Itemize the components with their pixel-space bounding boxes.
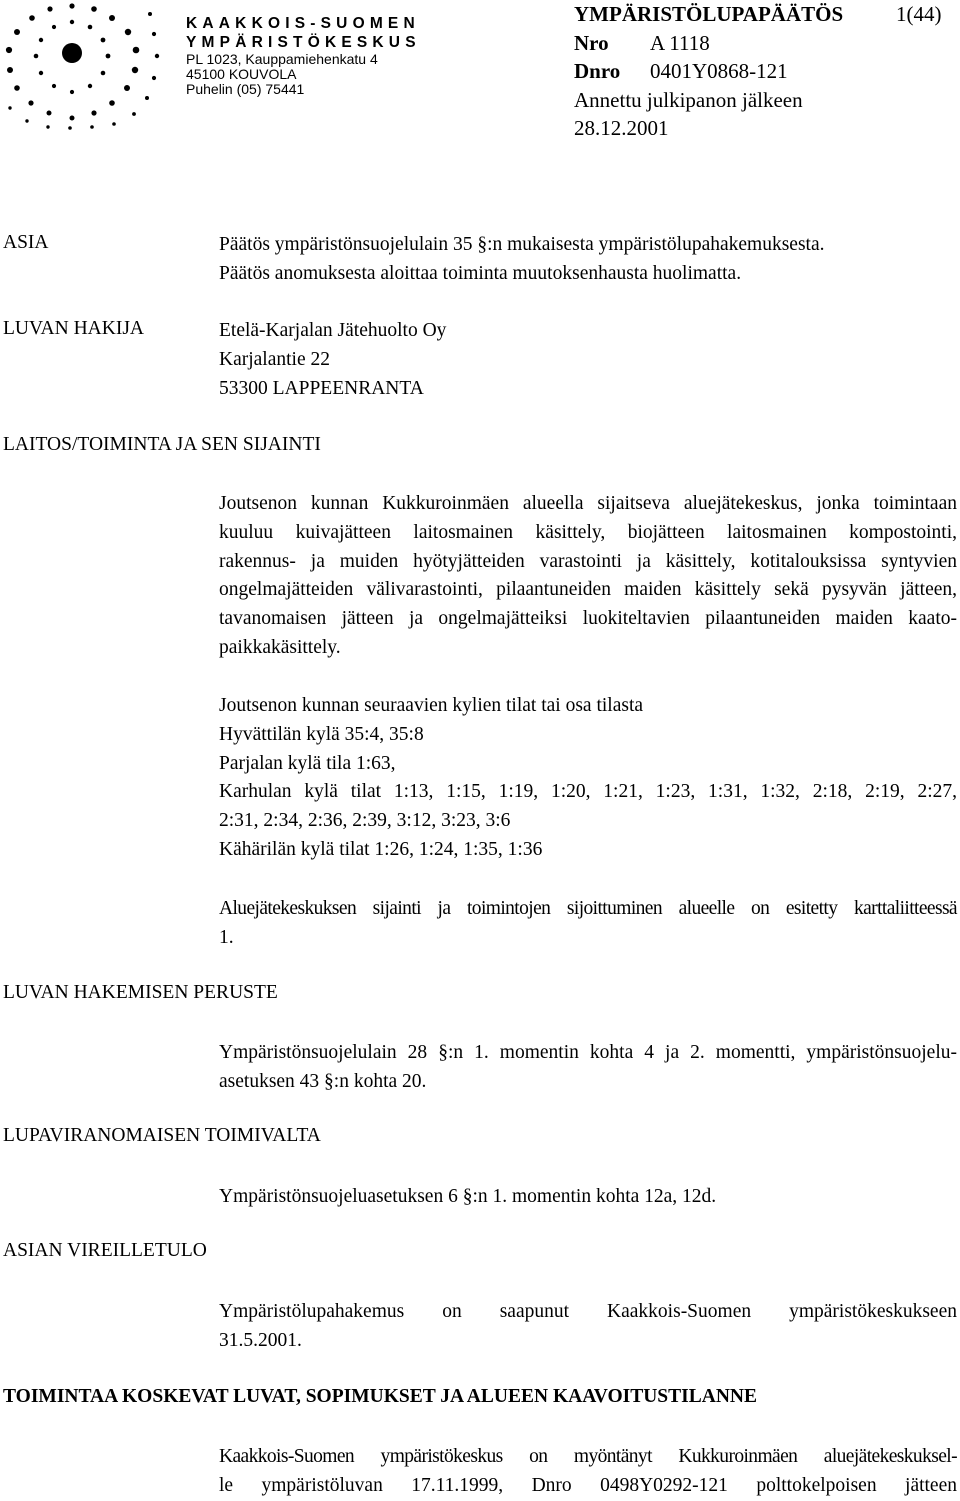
document-title: YMPÄRISTÖLUPAPÄÄTÖS bbox=[574, 2, 844, 26]
section-label-peruste: LUVAN HAKEMISEN PERUSTE bbox=[3, 982, 278, 1003]
text-line: Kaakkois-Suomen ympäristökeskus on myöntänyt Kukkuroinmäen aluejätekeskuksel- bbox=[219, 1446, 957, 1467]
text-line: 31.5.2001. bbox=[219, 1329, 302, 1351]
dnro-label: Dnro bbox=[574, 59, 621, 83]
text-line: tavanomaisen jätteen ja ongelmajätteiksi luokiteltavien pilaantuneiden maiden kaato- bbox=[219, 608, 957, 630]
text-line: Karjalantie 22 bbox=[219, 348, 330, 370]
section-text-laitos-para2 bbox=[219, 692, 957, 865]
section-label-toimivalta: LUPAVIRANOMAISEN TOIMIVALTA bbox=[3, 1125, 321, 1146]
section-label-laitos: LAITOS/TOIMINTA JA SEN SIJAINTI bbox=[3, 434, 321, 455]
section-text-luvat bbox=[219, 1443, 957, 1501]
section-text-hakija bbox=[219, 317, 957, 403]
section-text-toimivalta bbox=[219, 1183, 957, 1212]
organization-name-line-2: YMPÄRISTÖKESKUS bbox=[186, 34, 421, 51]
text-line: 1. bbox=[219, 926, 234, 948]
issued-date: 28.12.2001 bbox=[574, 116, 669, 140]
text-line: Joutsenon kunnan seuraavien kylien tilat tai osa tilasta bbox=[219, 695, 644, 716]
section-text-laitos-para3 bbox=[219, 895, 957, 953]
organization-address-line-1: PL 1023, Kauppamiehenkatu 4 bbox=[186, 51, 378, 67]
text-line: Etelä-Karjalan Jätehuolto Oy bbox=[219, 320, 447, 341]
text-line: Hyvättilän kylä 35:4, 35:8 bbox=[219, 723, 424, 745]
text-line: Kähärilän kylä tilat 1:26, 1:24, 1:35, 1:36 bbox=[219, 838, 543, 860]
nro-value: A 1118 bbox=[650, 30, 710, 55]
organization-name-line-1: KAAKKOIS-SUOMEN bbox=[186, 15, 420, 32]
text-line: Ympäristölupahakemus on saapunut Kaakkois-Suomen ympäristökeskukseen bbox=[219, 1301, 957, 1322]
text-line: paikkakäsittely. bbox=[219, 636, 341, 658]
section-text-laitos-para1 bbox=[219, 490, 957, 663]
section-text-asia bbox=[219, 231, 957, 289]
section-text-peruste bbox=[219, 1039, 957, 1097]
section-text-vireille bbox=[219, 1298, 957, 1356]
nro-label: Nro bbox=[574, 30, 609, 55]
text-line: Päätös ympäristönsuojelulain 35 §:n mukaisesta ympäristölupahakemuksesta. bbox=[219, 234, 825, 255]
section-label-hakija: LUVAN HAKIJA bbox=[3, 318, 145, 339]
organization-phone: Puhelin (05) 75441 bbox=[186, 81, 305, 97]
text-line: le ympäristöluvan 17.11.1999, Dnro 0498Y0292-121 polttokelpoisen jätteen bbox=[219, 1474, 957, 1496]
text-line: Karhulan kylä tilat 1:13, 1:15, 1:19, 1:20, 1:21, 1:23, 1:31, 1:32, 2:18, 2:19, 2:27, bbox=[219, 781, 957, 803]
text-line: asetuksen 43 §:n kohta 20. bbox=[219, 1070, 427, 1092]
organization-logo-icon bbox=[2, 0, 167, 130]
text-line: Ympäristönsuojeluasetuksen 6 §:n 1. momentin kohta 12a, 12d. bbox=[219, 1186, 717, 1207]
organization-address-line-2: 45100 KOUVOLA bbox=[186, 66, 297, 82]
organization-block bbox=[186, 14, 421, 97]
text-line: Ympäristönsuojelulain 28 §:n 1. momentin kohta 4 ja 2. momentti, ympäristönsuojelu- bbox=[219, 1042, 957, 1063]
text-line: Joutsenon kunnan Kukkuroinmäen alueella sijaitseva aluejätekeskus, jonka toimintaan bbox=[219, 493, 957, 514]
text-line: 53300 LAPPEENRANTA bbox=[219, 377, 424, 399]
issued-note: Annettu julkipanon jälkeen bbox=[574, 87, 803, 112]
section-label-asia: ASIA bbox=[3, 232, 49, 253]
text-line: Parjalan kylä tila 1:63, bbox=[219, 752, 396, 774]
text-line: ongelmajätteiden välivarastointi, pilaantuneiden maiden käsittely sekä pysyvän jätteen, bbox=[219, 579, 957, 601]
text-line: Aluejätekeskuksen sijainti ja toimintojen sijoittuminen alueelle on esitetty karttaliitteessä bbox=[219, 898, 957, 919]
document-header bbox=[574, 0, 942, 143]
page-number: 1(44) bbox=[896, 2, 942, 26]
section-label-luvat: TOIMINTAA KOSKEVAT LUVAT, SOPIMUKSET JA ALUEEN KAAVOITUSTILANNE bbox=[3, 1386, 757, 1407]
section-label-vireille: ASIAN VIREILLETULO bbox=[3, 1240, 207, 1261]
text-line: kuuluu kuivajätteen laitosmainen käsittely, biojätteen laitosmainen kompostointi, bbox=[219, 521, 957, 543]
dnro-value: 0401Y0868-121 bbox=[650, 59, 788, 83]
text-line: Päätös anomuksesta aloittaa toiminta muutoksenhausta huolimatta. bbox=[219, 262, 742, 284]
text-line: rakennus- ja muiden hyötyjätteiden varastointi ja käsittely, kotitalouksissa syntyvien bbox=[219, 550, 957, 572]
text-line: 2:31, 2:34, 2:36, 2:39, 3:12, 3:23, 3:6 bbox=[219, 810, 511, 832]
